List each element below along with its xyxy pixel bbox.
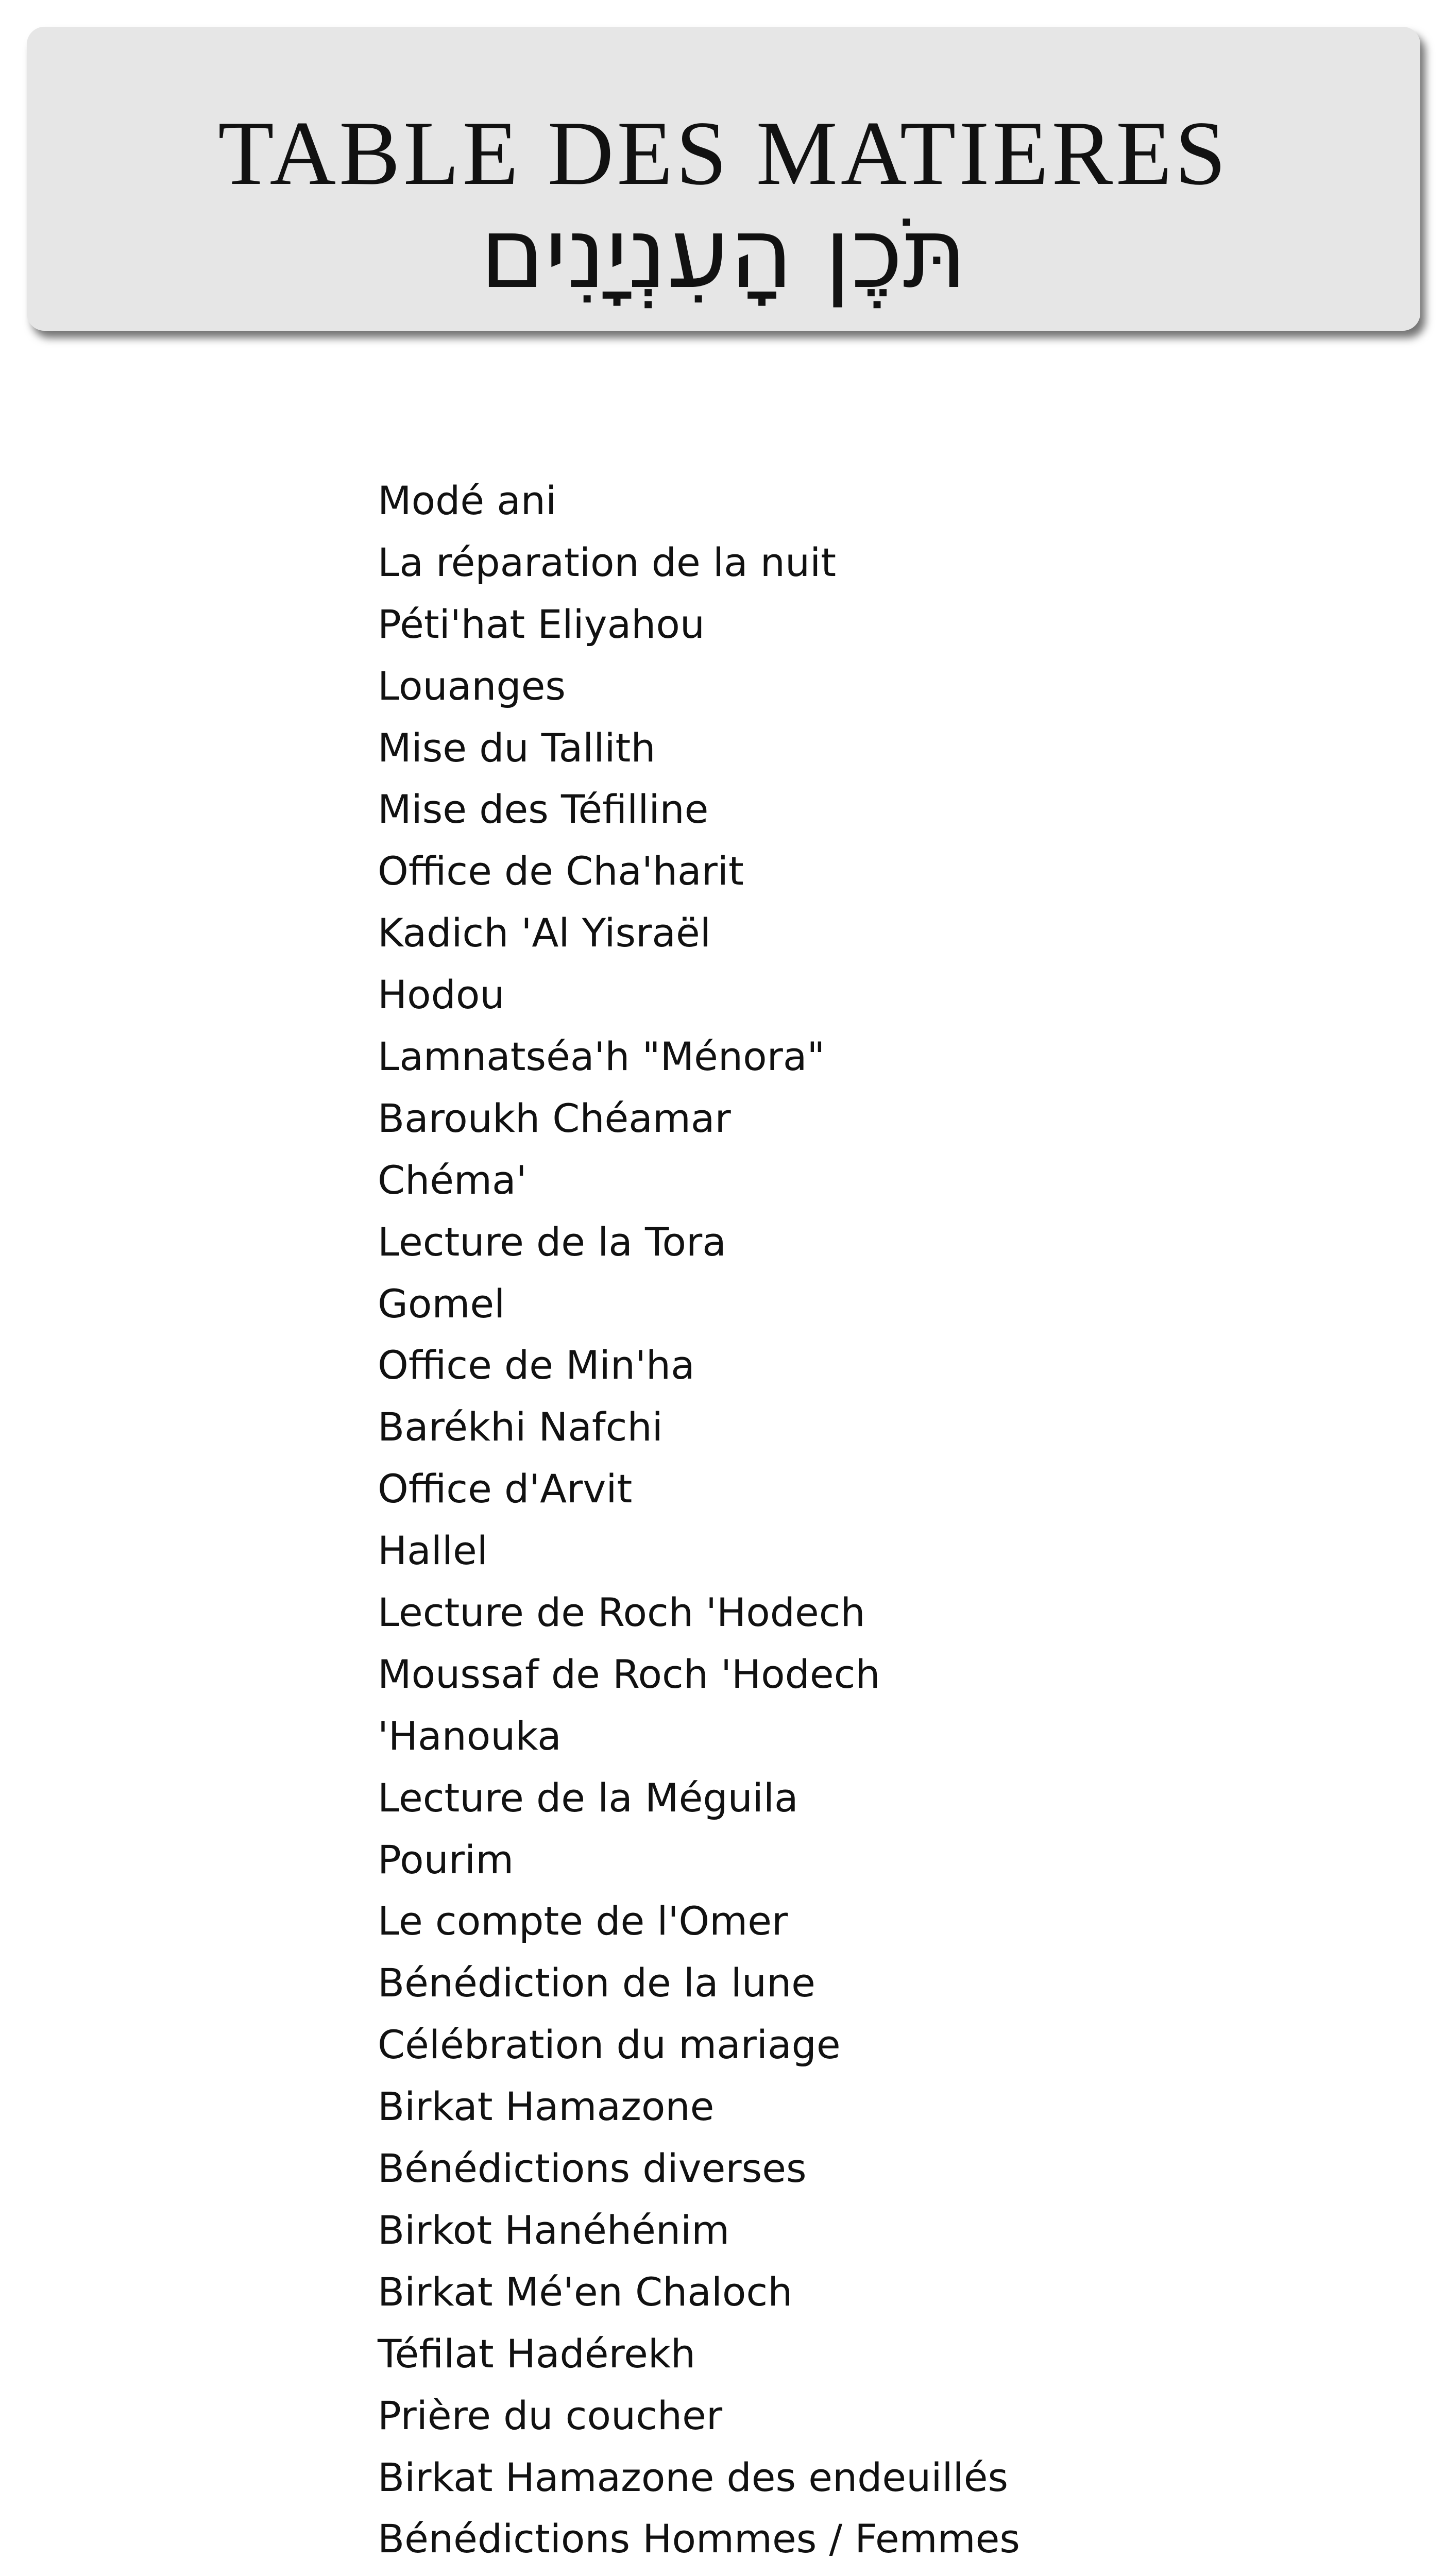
toc-item[interactable]: Kadich 'Al Yisraël — [378, 910, 711, 956]
title-banner — [27, 27, 1420, 331]
table-of-contents — [378, 470, 1046, 2576]
toc-item[interactable]: Bénédictions Hommes / Femmes — [378, 2516, 1021, 2562]
toc-item[interactable]: Célébration du mariage — [378, 2022, 841, 2068]
page-title-french: TABLE DES MATIERES — [218, 102, 1229, 204]
toc-item[interactable]: Hodou — [378, 972, 505, 1018]
toc-item[interactable]: Birkat Hamazone — [378, 2083, 715, 2130]
page-title-hebrew: תֹּכֶן הָעִנְיָנִים — [480, 196, 967, 310]
toc-item[interactable]: Lamnatséa'h "Ménora" — [378, 1033, 825, 1080]
toc-item[interactable]: Gomel — [378, 1280, 505, 1327]
toc-item[interactable]: Birkat Hamazone des endeuillés — [378, 2454, 1009, 2500]
toc-item[interactable]: Birkat Mé'en Chaloch — [378, 2268, 793, 2315]
toc-item[interactable]: La réparation de la nuit — [378, 539, 837, 585]
toc-item[interactable]: Pourim — [378, 1836, 514, 1883]
toc-item[interactable]: Hallel — [378, 1528, 488, 1574]
toc-item[interactable]: Chéma' — [378, 1157, 527, 1203]
toc-item[interactable]: Modé ani — [378, 478, 557, 523]
toc-item[interactable]: Mise du Tallith — [378, 724, 656, 771]
toc-item[interactable]: Office de Min'ha — [378, 1342, 695, 1388]
toc-item[interactable]: Office d'Arvit — [378, 1466, 633, 1512]
toc-item[interactable]: Bénédictions diverses — [378, 2145, 807, 2192]
toc-item[interactable]: Louanges — [378, 663, 566, 709]
toc-item[interactable]: Le compte de l'Omer — [378, 1898, 788, 1944]
toc-item[interactable]: Prière du coucher — [378, 2392, 723, 2438]
toc-item[interactable]: Moussaf de Roch 'Hodech — [378, 1651, 880, 1697]
toc-item[interactable]: Téfilat Hadérekh — [378, 2330, 696, 2377]
toc-item[interactable]: 'Hanouka — [378, 1713, 562, 1759]
toc-item[interactable]: Péti'hat Eliyahou — [378, 601, 705, 647]
toc-item[interactable]: Lecture de la Méguila — [378, 1774, 798, 1821]
toc-item[interactable]: Office de Cha'harit — [378, 848, 744, 894]
toc-item[interactable]: Lecture de Roch 'Hodech — [378, 1589, 865, 1636]
toc-item[interactable]: Birkot Hanéhénim — [378, 2207, 730, 2253]
toc-item[interactable]: Barékhi Nafchi — [378, 1404, 663, 1450]
toc-item[interactable]: Lecture de la Tora — [378, 1218, 726, 1265]
toc-item[interactable]: Mise des Téfilline — [378, 786, 709, 833]
toc-item[interactable]: Baroukh Chéamar — [378, 1095, 731, 1141]
toc-item[interactable]: Bénédiction de la lune — [378, 1960, 815, 2006]
toc-item[interactable] — [378, 2570, 1046, 2576]
